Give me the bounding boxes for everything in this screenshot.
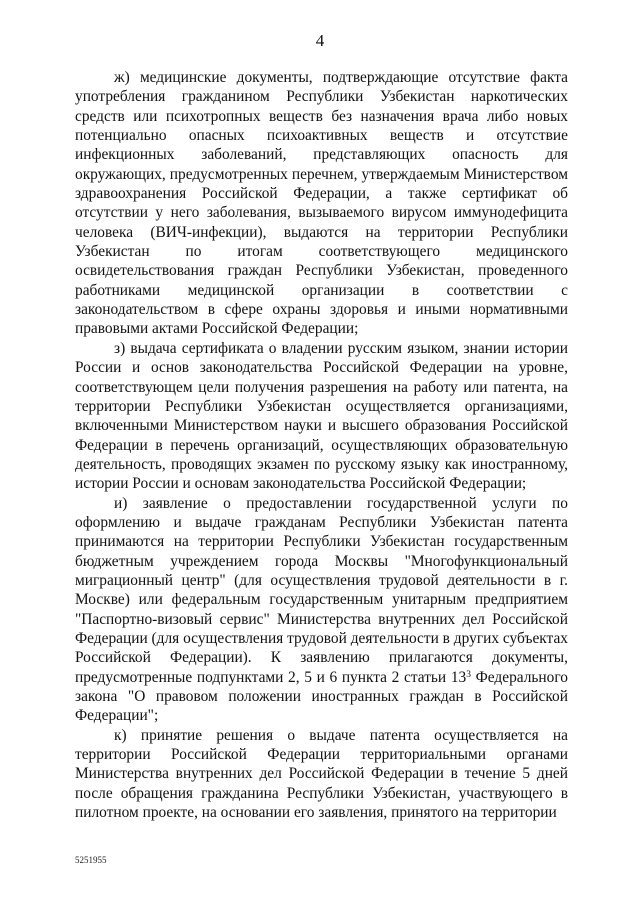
article-superscript: 3 (466, 669, 471, 680)
document-code: 5251955 (75, 855, 107, 865)
paragraph-i-text-before: и) заявление о предоставлении государственной услуги по оформлению и выдаче гражданам Республики Узбекистан патента принимаются на территории Республики Узбекистан государственным бюджетным учреждением города Москвы "Многофункциональный миграционный центр" (для осуществления трудовой деятельности в г. Москве) или федеральным государственным унитарным предприятием "Паспортно-визовый сервис" Министерства внутренних дел Российской Федерации (для осуществления трудовой деятельности в других субъектах Российской Федерации). К заявлению прилагаются документы, предусмотренные подпунктами 2, 5 и 6 пункта 2 статьи 13 (75, 494, 568, 686)
document-body (75, 68, 568, 822)
page-number: 4 (315, 31, 325, 50)
paragraph-i (75, 494, 568, 726)
paragraph-z: з) выдача сертификата о владении русским языком, знании истории России и основ законодательства Российской Федерации на уровне, соответствующем цели получения разрешения на работу или патента, на территории Республики Узбекистан осуществляется организациями, включенными Министерством науки и высшего образования Российской Федерации в перечень организаций, осуществляющих образовательную деятельность, проводящих экзамен по русскому языку как иностранному, истории России и основам законодательства Российской Федерации; (75, 339, 568, 493)
paragraph-i-text-after: Федерального закона "О правовом положении иностранных граждан в Российской Федерации"; (75, 668, 568, 725)
paragraph-k: к) принятие решения о выдаче патента осуществляется на территории Российской Федерации территориальными органами Министерства внутренних дел Российской Федерации в течение 5 дней после обращения гражданина Республики Узбекистан, участвующего в пилотном проекте, на основании его заявления, принятого на территории (75, 726, 568, 822)
paragraph-zh: ж) медицинские документы, подтверждающие отсутствие факта употребления гражданином Республики Узбекистан наркотических средств или психотропных веществ без назначения врача либо новых потенциально опасных психоактивных веществ и отсутствие инфекционных заболеваний, представляющих опасность для окружающих, предусмотренных перечнем, утверждаемым Министерством здравоохранения Российской Федерации, а также сертификат об отсутствии у него заболевания, вызываемого вирусом иммунодефицита человека (ВИЧ-инфекции), выдаются на территории Республики Узбекистан по итогам соответствующего медицинского освидетельствования граждан Республики Узбекистан, проведенного работниками медицинской организации в соответствии с законодательством в сфере охраны здоровья и иными нормативными правовыми актами Российской Федерации; (75, 69, 568, 338)
